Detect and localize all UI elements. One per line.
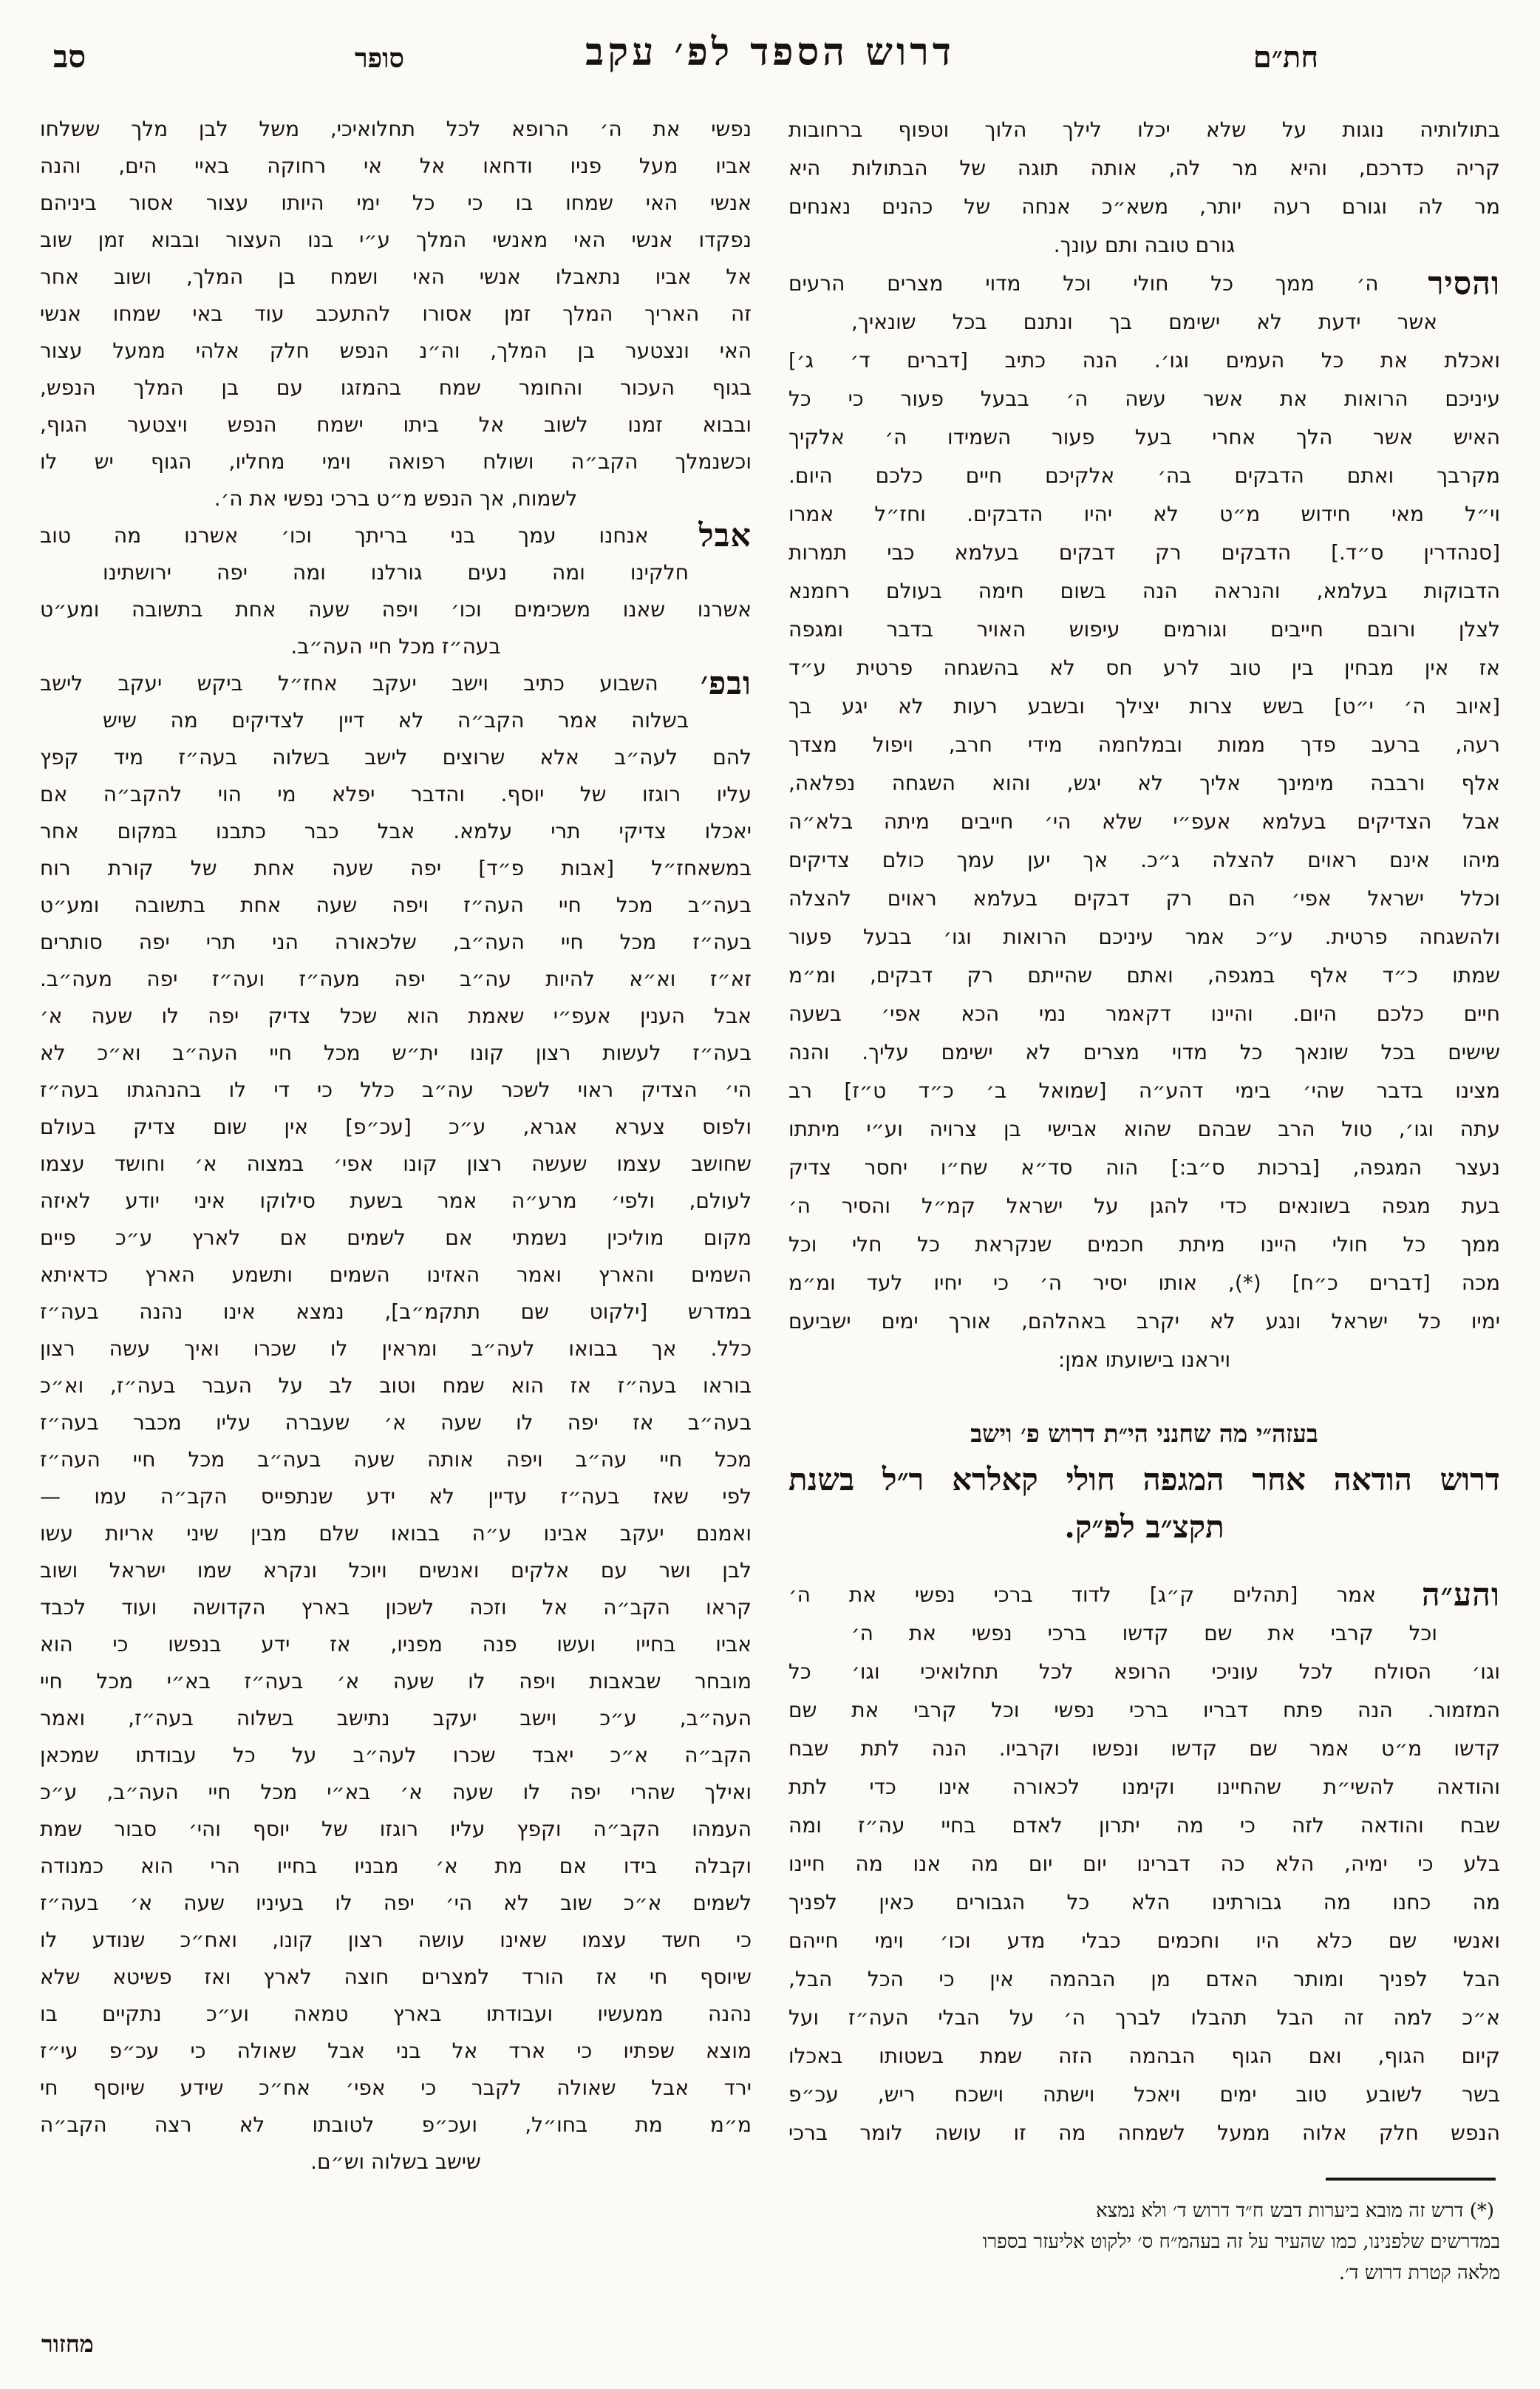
text-line: וקבלה בידו אם מת א׳ מבניו בחייו הרי הוא כמנודה [40, 1854, 752, 1878]
text-line: עיניכם הרואות את אשר עשה ה׳ בבעל פעור כי כל [788, 387, 1500, 411]
text-line: בשר לשובע טוב ימים ויאכל וישתה וישכח ריש, עכ״פ [788, 2082, 1500, 2107]
text-line: חלקינו ומה נעים גורלנו ומה יפה ירושתינו [103, 560, 689, 585]
text-columns [0, 111, 1540, 2389]
text-line: האי ונצטער בן המלך, וה״נ הנפש חלק אלהי ממעל עצור [40, 339, 752, 363]
paragraph-opener: ובפ׳ [700, 665, 752, 702]
text-line: שחושב עצמו שעשה רצון קונו אפי׳ במצוה א׳ וחושד עצמו [40, 1152, 752, 1176]
text-line: העה״ב, ע״כ וישב יעקב נתישב בשלוה בעה״ז, ואמר [40, 1706, 752, 1730]
text-line: הבל לפניך ומותר האדם מן הבהמה אין כי הכל הבל, [788, 1967, 1500, 1991]
text-line: שמתו כ״ד אלף במגפה, ואתם שהייתם רק דבקים, ומ״מ [788, 963, 1500, 988]
text-line: קראו הקב״ה אל וזכה לשכון בארץ הקדושה ועוד לכבד [40, 1595, 752, 1620]
text-line: וי״ל מאי חידוש מ״ט לא יהיו הדבקים. וחז״ל אמרו [788, 502, 1500, 526]
text-line: שיוסף חי אז הורד למצרים חוצה לארץ ואז פשיטא שלא [40, 1965, 752, 1989]
footnote-line: במדרשים שלפנינו, כמו שהעיר על זה בעהמ״ח ס׳ ילקוט אליעזר בספרו [982, 2231, 1500, 2253]
text-line: ואמנם יעקב אבינו ע״ה בבואו שלם מבין שיני אריות עשו [40, 1521, 752, 1546]
text-line: [סנהדרין ס״ד.] הדבקים רק דבקים בעלמא כבי תמרות [788, 540, 1500, 565]
text-line: זא״ז וא״א להיות עה״ב יפה מעה״ז ועה״ז יפה מעה״ב. [40, 967, 752, 991]
text-line: לצלן ורובם חייבים וגורמים עיפוש האויר בדבר ומגפה [788, 617, 1500, 642]
paragraph-opener: והע״ה [1421, 1577, 1500, 1614]
text-line: א״כ למה זה הבל תהבלו לברך ה׳ על הבלי העה״ז ועל [788, 2005, 1500, 2030]
text-line: ממך כל חולי היינו מיתת חכמים שנקראת כל חלי וכל [788, 1232, 1500, 1257]
text-line: [איוב ה׳ י״ט] בשש צרות יצילך ובשבע רעות לא יגע בך [788, 694, 1500, 718]
text-line: גורם טובה ותם עונך. [1053, 233, 1236, 257]
text-line: מצינו בדבר שהי׳ בימי דהע״ה [שמואל ב׳ כ״ד ט״ז] רב [788, 1078, 1500, 1103]
text-line: נפשי את ה׳ הרופא לכל תחלואיכי, משל לבן מלך ששלחו [40, 117, 752, 141]
text-line: בעת מגפה בשונאים כדי להגן על ישראל קמ״ל והסיר ה׳ [788, 1194, 1500, 1218]
text-line: והודאה להשי״ת שהחיינו וקימנו לכאורה אינו כדי לתת [788, 1775, 1500, 1799]
text-line: כלל. אך בבואו לעה״ב ומראין לו שכרו ואיך עשה רצון [40, 1336, 752, 1361]
text-line: נעצר המגפה, [ברכות ס״ב:] הוה סד״א שח״ו יחסר צדיק [788, 1155, 1500, 1180]
text-line: אז אין מבחין בין טוב לרע חס לא בהשגחה פרטית ע״ד [788, 656, 1500, 680]
folio-number: סב [53, 38, 86, 75]
text-line: מקרבך ואתם הדבקים בה׳ אלקיכם חיים כלכם היום. [788, 463, 1500, 488]
text-line: בעה״ב מכל חיי העה״ז ויפה שעה אחת בתשובה ומע״ט [40, 893, 752, 917]
text-line: ואכלת את כל העמים וגו׳. הנה כתיב [דברים ד׳ ג׳] [788, 348, 1500, 373]
text-line: יאכלו צדיקי תרי עלמא. אבל כבר כתבנו במקום אחר [40, 819, 752, 843]
text-line: וכל קרבי את שם קדשו ברכי נפשי את ה׳ [851, 1621, 1437, 1645]
text-line: ימיו כל ישראל ונגע לא יקרב באהלהם, אורך ימים ישביעם [788, 1309, 1500, 1333]
running-head [0, 0, 1540, 103]
text-line: והסיר ה׳ ממך כל חולי וכל מדוי מצרים הרעים [788, 265, 1500, 302]
running-head-author-left: סופר [355, 43, 404, 74]
text-line: מוצא שפתיו כי ארד אל בני אבל שאולה כי עכ״פ עי״ז [40, 2039, 752, 2063]
running-head-author-right: חת״ם [1253, 40, 1318, 75]
text-line: קדשו מ״ט אמר שם קדשו ונפשו וקרביו. הנה לתת שבח [788, 1736, 1500, 1761]
text-line: בשלוה אמר הקב״ה לא דיין לצדיקים מה שיש [103, 708, 689, 733]
text-line: אל אביו נתאבלו אנשי האי ושמח בן המלך, ושוב אחר [40, 265, 752, 289]
text-line: בגוף העכור והחומר שמח בהמזגו עם בן המלך הנפש, [40, 375, 752, 400]
catchword: מחזור [41, 2330, 94, 2358]
text-line: הדבוקות בעלמא, והנראה הנה בשום חימה בעולם רחמנא [788, 579, 1500, 603]
text-line: שישב בשלוה וש״ם. [310, 2150, 481, 2174]
right-column [788, 111, 1500, 2288]
text-line: אשר ידעת לא ישימם בך ונתנם בכל שונאיך, [851, 310, 1437, 334]
text-line: אלף ורבבה מימינך אליך לא יגש, והוא השגחה נפלאה, [788, 771, 1500, 795]
page-title: דרוש הספד לפ׳ עקב [585, 30, 955, 75]
text-line: הקב״ה א״כ יאבד שכרו לעה״ב על כל עבודתו שמכאן [40, 1743, 752, 1767]
section-heading-line: תקצ״ב לפ״ק. [1064, 1509, 1224, 1545]
text-line: כי חשד עצמו שאינו עושה רצון קונו, ואח״כ שנודע לו [40, 1928, 752, 1952]
left-column [40, 111, 752, 2181]
text-line: בעה״ז מכל חיי העה״ב. [290, 634, 501, 659]
text-line: ירד אבל שאולה לקבר כי אפי׳ אח״כ שידע שיוסף חי [40, 2076, 752, 2100]
text-line: ואילך שהרי יפה לו שעה א׳ בא״י מכל חיי העה״ב, ע״כ [40, 1780, 752, 1804]
text-line: מיהו אינם ראוים להצלה ג״כ. אך יען עמך כולם צדיקים [788, 848, 1500, 872]
text-line: וכשנמלך הקב״ה ושולח רפואה וימי מחליו, הגוף יש לו [40, 449, 752, 474]
paragraph-opener: אבל [698, 517, 752, 554]
text-line: מובחר שבאבות ויפה לו שעה א׳ בעה״ז בא״י מכל חיי [40, 1669, 752, 1693]
text-line: ויראנו בישועתו אמן: [1057, 1348, 1231, 1372]
text-line: נהנה ממעשיו ועבודתו בארץ טמאה וע״כ נתקיים בו [40, 2002, 752, 2026]
text-line: ובבוא זמנו לשוב אל ביתו ישמח הנפש ויצטער הגוף, [40, 412, 752, 437]
text-line: לעולם, ולפי׳ מרע״ה אמר בשעת סילוקו איני יודע לאיזה [40, 1189, 752, 1213]
text-line: במשאחז״ל [אבות פ״ד] יפה שעה אחת של קורת רוח [40, 856, 752, 880]
text-line: לשמים א״כ שוב לא הי׳ יפה לו בעיניו שעה א׳ בעה״ז [40, 1891, 752, 1915]
text-line: מה כחנו מה גבורתינו הלא כל הגבורים כאין לפניך [788, 1890, 1500, 1914]
text-line: אביו בחייו ועשו פנה מפניו, אז ידע בנפשו כי הוא [40, 1632, 752, 1656]
text-line: במדרש [ילקוט שם תתקמ״ב], נמצא אינו נהנה בעה״ז [40, 1299, 752, 1324]
section-heading-line: דרוש הודאה אחר המגפה חולי קאלרא ר״ל בשנת [788, 1461, 1500, 1498]
text-line: שבח והודאה לזה כי מה יתרון לאדם בחיי עה״ז ומה [788, 1813, 1500, 1838]
text-line: בעה״ב אז יפה לו שעה א׳ שעברה עליו מכבר בעה״ז [40, 1410, 752, 1435]
text-line: בתולותיה נוגות על שלא יכלו לילך הלוך וטפוף ברחובות [788, 118, 1500, 142]
text-line: והע״ה אמר [תהלים ק״ג] לדוד ברכי נפשי את ה׳ [788, 1577, 1500, 1614]
text-line: שישים בכל שונאך כל מדוי מצרים לא ישימם עליך. והנה [788, 1040, 1500, 1064]
text-line: ובפ׳ השבוע כתיב וישב יעקב אחז״ל ביקש יעקב לישב [40, 665, 752, 702]
text-line: לשמוח, אך הנפש מ״ט ברכי נפשי את ה׳. [214, 486, 578, 511]
footnote-line: (*) דרש זה מובא ביערות דבש ח״ד דרוש ד׳ ולא נמצא [1096, 2200, 1494, 2222]
text-line: אבל הצדיקים בעלמא אעפ״י שלא הי׳ חייבים מיתה בלא״ה [788, 809, 1500, 834]
text-line: קריה כדרכם, והיא מר לה, אותה תוגה של הבתולות היא [788, 156, 1500, 180]
text-line: נפקדו אנשי האי מאנשי המלך ע״י בנו העצור ובבוא זמן שוב [40, 228, 752, 252]
text-line: אנשי האי שמחו בו כי כל ימי היותו עצור אסור ביניהם [40, 191, 752, 215]
text-line: רעה, ברעב פדך ממות ובמלחמה מידי חרב, ויפול מצדך [788, 733, 1500, 757]
text-line: הנפש חלק אלוה ממעל לשמחה מה זו עושה לומר ברכי [788, 2121, 1500, 2145]
text-line: מר לה וגורם רעה יותר, משא״כ אנחה של כהנים נאנחים [788, 194, 1500, 219]
footnote-rule [1326, 2178, 1496, 2181]
text-line: קיום הגוף, ואם הגוף הבהמה הזה שמת בשטותו באכלו [788, 2044, 1500, 2068]
text-line: חיים כלכם היום. והיינו דקאמר נמי הכא אפי׳ בשעה [788, 1002, 1500, 1026]
paragraph-opener: והסיר [1428, 265, 1500, 302]
text-line: אביו מעל פניו ודחאו אל אי רחוקה באיי הים, והנה [40, 154, 752, 178]
text-line: לבן ושר עם אלקים ואנשים ויוכל ונקרא שמו ישראל ושוב [40, 1558, 752, 1583]
section-heading-line: בעזה״י מה שחנני הי״ת דרוש פ׳ וישב [970, 1419, 1318, 1448]
text-line: זה האריך המלך זמן אסורו להתעכב עוד באי שמחו אנשי [40, 302, 752, 326]
text-line: העמהו הקב״ה וקפץ עליו רוגזו של יוסף והי׳ סבור שמת [40, 1817, 752, 1841]
text-line: בוראו בעה״ז אז הוא שמח וטוב לב על העבר בעה״ז, וא״כ [40, 1373, 752, 1398]
text-line: המזמור. הנה פתח דבריו ברכי נפשי וכל קרבי את שם [788, 1698, 1500, 1722]
text-line: מכל חיי עה״ב ויפה אותה שעה בעה״ב מכל חיי העה״ז [40, 1447, 752, 1472]
text-line: וגו׳ הסולח לכל עוניכי הרופא לכל תחלואיכי וגו׳ כל [788, 1659, 1500, 1684]
text-line: בעה״ז מכל חיי העה״ב, שלכאורה הני תרי יפה סותרים [40, 930, 752, 954]
text-line: מכה [דברים כ״ח] (*), אותו יסיר ה׳ כי יחיו לעד ומ״מ [788, 1271, 1500, 1295]
footnote-line: מלאה קטרת דרוש ד׳. [1338, 2262, 1500, 2284]
text-line: לפי שאז בעה״ז עדיין לא ידע שנתפייס הקב״ה עמו — [40, 1484, 752, 1509]
text-line: ולהשגחה פרטית. ע״כ אמר עיניכם הרואות וגו׳ בבעל פעור [788, 925, 1500, 949]
text-line: בלע כי ימיה, הלא כה דברינו יום יום מה אנו מה חיינו [788, 1852, 1500, 1876]
text-line: להם לעה״ב אלא שרוצים לישב בשלוה בעה״ז מיד קפץ [40, 745, 752, 769]
text-line: וכלל ישראל אפי׳ הם רק דבקים בעלמא ראוים להצלה [788, 886, 1500, 911]
text-line: האיש אשר הלך אחרי בעל פעור השמידו ה׳ אלקיך [788, 425, 1500, 449]
text-line: עליו רוגזו של יוסף. והדבר יפלא מי הוי להקב״ה אם [40, 782, 752, 806]
text-line: אשרנו שאנו משכימים וכו׳ ויפה שעה אחת בתשובה ומע״ט [40, 597, 752, 622]
text-line: מ״מ מת בחו״ל, ועכ״פ לטובתו לא רצה הקב״ה [40, 2113, 752, 2137]
text-line: אבל אנחנו עמך בני בריתך וכו׳ אשרנו מה טוב [40, 517, 752, 554]
text-line: ולפוס צערא אגרא, ע״כ [עכ״פ] אין שום צדיק בעולם [40, 1115, 752, 1139]
text-line: עתה וגו׳, טול הרב שבהם שהוא אבישי בן צרויה וע״י מיתתו [788, 1117, 1500, 1141]
text-line: השמים והארץ ואמר האזינו השמים ותשמע הארץ כדאיתא [40, 1263, 752, 1287]
text-line: בעה״ז לעשות רצון קונו ית״ש מכל חיי העה״ב וא״כ לא [40, 1041, 752, 1065]
text-line: מקום מוליכין נשמתי אם לשמים אם לארץ ע״כ פיים [40, 1226, 752, 1250]
text-line: ואנשי שם כלא היו וחכמים כבלי מדע וכו׳ וימי חייהם [788, 1928, 1500, 1953]
text-line: הי׳ הצדיק ראוי לשכר עה״ב כלל כי די לו בהנהגתו בעה״ז [40, 1078, 752, 1102]
text-line: אבל הענין אעפ״י שאמת הוא שכל צדיק יפה לו שעה א׳ [40, 1004, 752, 1028]
